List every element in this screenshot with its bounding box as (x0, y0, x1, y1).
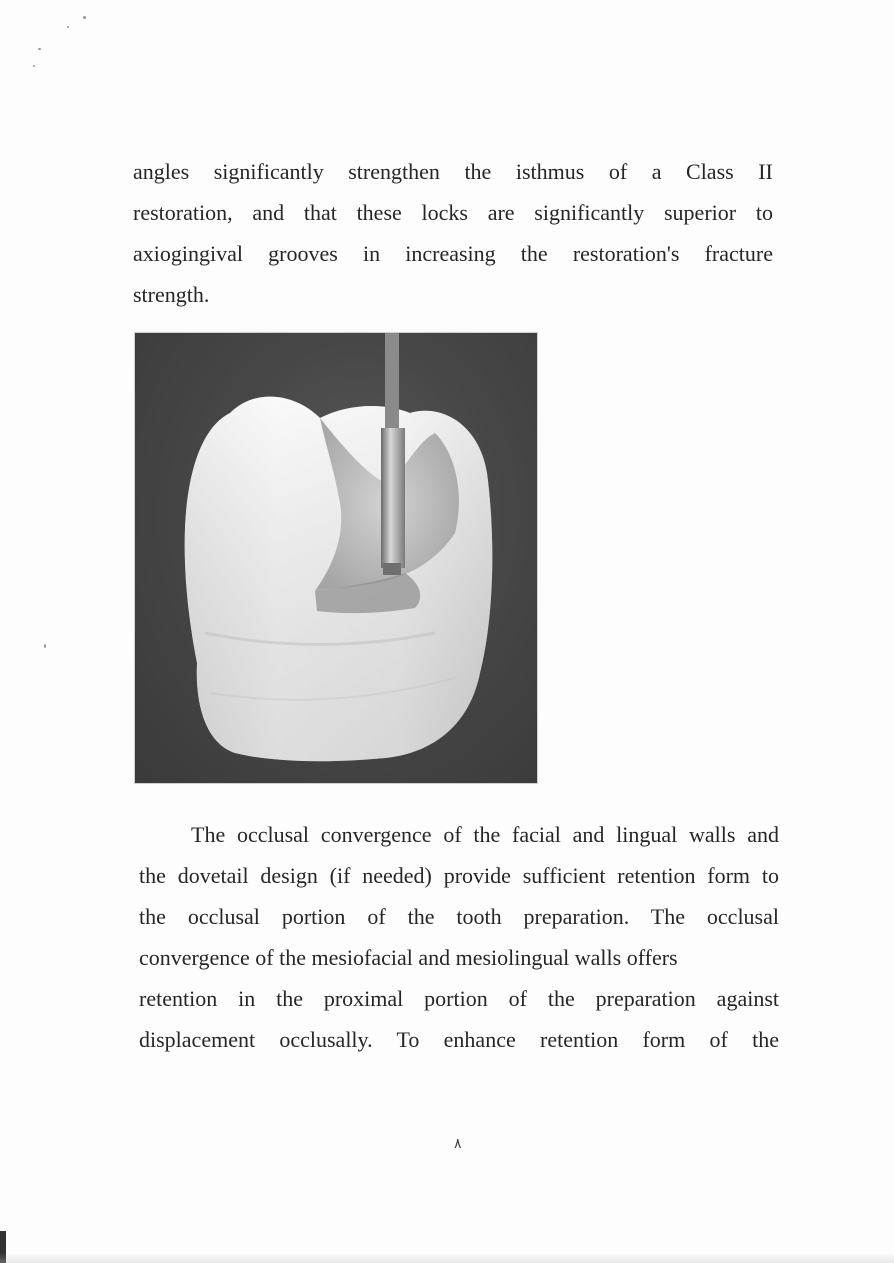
word: axiogingival (133, 241, 243, 266)
word: superior (664, 200, 737, 225)
paragraph-1 (133, 151, 773, 315)
scan-speck (38, 48, 41, 50)
word: are (487, 200, 515, 225)
tooth-figure-svg (135, 333, 537, 783)
paragraph-1-line (133, 151, 773, 192)
word: angles (133, 159, 190, 184)
word: Class (686, 159, 734, 184)
word: strength. (133, 282, 210, 307)
word: locks (421, 200, 468, 225)
word: and (252, 200, 285, 225)
tooth-preparation-photo (134, 332, 538, 784)
word: that (303, 200, 337, 225)
word: fracture (704, 241, 773, 266)
word: a (651, 159, 662, 184)
word: of (608, 159, 628, 184)
word: restoration, (133, 200, 233, 225)
paragraph-1-line (133, 274, 773, 315)
paragraph-2-line: the dovetail design (if needed) provide sufficient retention form to (139, 863, 779, 888)
word: grooves (268, 241, 338, 266)
word: increasing (405, 241, 496, 266)
word: II (758, 159, 773, 184)
page-number: ٨ (454, 1136, 462, 1152)
word: restoration's (572, 241, 680, 266)
scan-speck (33, 65, 35, 67)
scan-speck (44, 644, 46, 648)
paragraph-2-line: the occlusal portion of the tooth preparation. The occlusal (139, 904, 779, 929)
paragraph-2-line: displacement occlusally. To enhance retention form of the (139, 1027, 779, 1052)
scan-speck (83, 16, 86, 19)
paragraph-1-line (133, 233, 773, 274)
word: these (356, 200, 402, 225)
word: in (362, 241, 381, 266)
word: significantly (213, 159, 324, 184)
paragraph-2 (139, 814, 779, 1060)
word: the (520, 241, 548, 266)
paragraph-2-line: retention in the proximal portion of the preparation against (139, 986, 779, 1011)
scan-speck (67, 26, 69, 28)
word: significantly (534, 200, 645, 225)
word: strengthen (348, 159, 440, 184)
paragraph-2-line: convergence of the mesiofacial and mesiolingual walls offers (139, 945, 678, 970)
word: isthmus (515, 159, 585, 184)
scan-bottom-smudge (0, 1253, 894, 1263)
paragraph-2-line: The occlusal convergence of the facial and lingual walls and (191, 822, 779, 847)
word: the (464, 159, 492, 184)
word: to (755, 200, 773, 225)
paragraph-1-line (133, 192, 773, 233)
